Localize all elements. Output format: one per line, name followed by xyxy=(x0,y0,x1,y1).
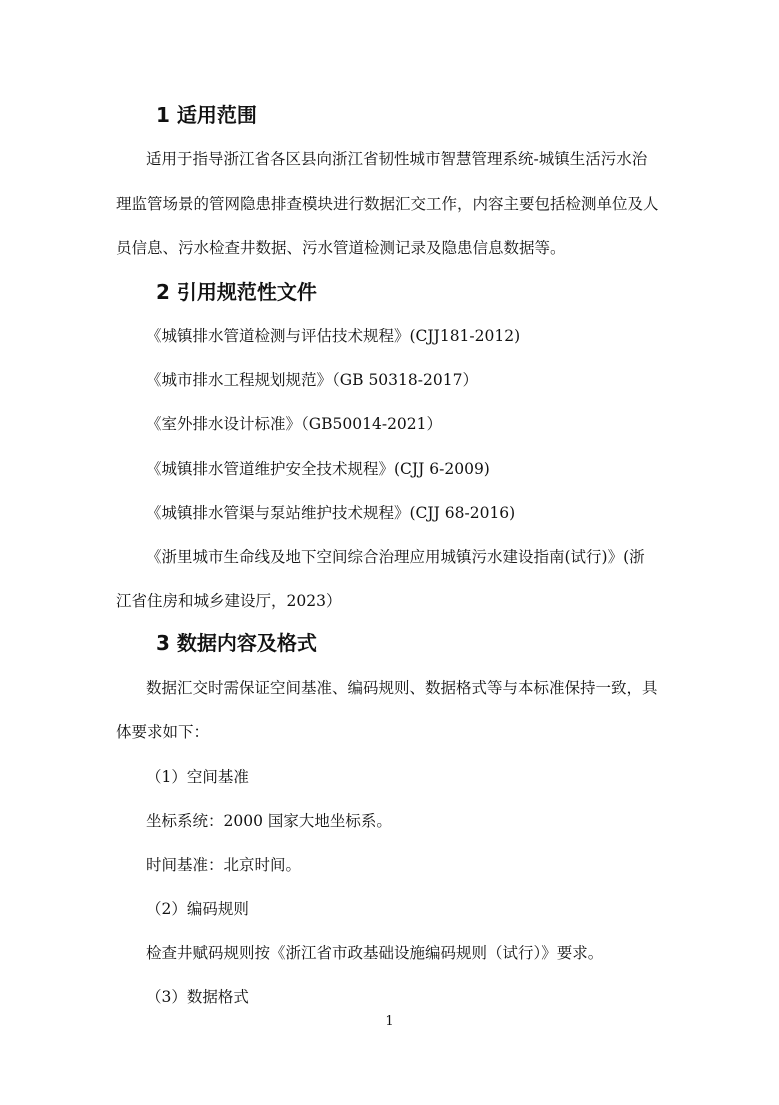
section-1-heading: 1 适用范围 xyxy=(156,103,257,127)
section-3-intro-line: 数据汇交时需保证空间基准、编码规则、数据格式等与本标准保持一致，具 xyxy=(146,679,658,697)
section-3-intro-line: 体要求如下： xyxy=(116,723,210,741)
section-1-para-line: 理监管场景的管网隐患排查模块进行数据汇交工作，内容主要包括检测单位及人 xyxy=(116,195,659,213)
reference-item-continued: 江省住房和城乡建设厅，2023） xyxy=(116,592,342,610)
reference-item: 《城镇排水管道检测与评估技术规程》(CJJ181-2012) xyxy=(146,327,521,345)
page-number: 1 xyxy=(385,1014,394,1029)
section-3-heading: 3 数据内容及格式 xyxy=(156,631,317,655)
coding-rule-text: 检查井赋码规则按《浙江省市政基础设施编码规则（试行）》要求。 xyxy=(146,944,604,962)
subsection-coding-rules: （2）编码规则 xyxy=(146,900,249,918)
reference-item: 《室外排水设计标准》（GB50014-2021） xyxy=(146,415,443,433)
subsection-spatial-reference: （1）空间基准 xyxy=(146,768,249,786)
subsection-data-format: （3）数据格式 xyxy=(146,988,249,1006)
reference-item: 《城镇排水管渠与泵站维护技术规程》(CJJ 68-2016) xyxy=(146,504,516,522)
section-1-para-line: 员信息、污水检查井数据、污水管道检测记录及隐患信息数据等。 xyxy=(116,239,566,257)
reference-item: 《浙里城市生命线及地下空间综合治理应用城镇污水建设指南(试行)》(浙 xyxy=(146,548,645,566)
coordinate-system: 坐标系统：2000 国家大地坐标系。 xyxy=(146,812,392,830)
section-1-para-line: 适用于指导浙江省各区县向浙江省韧性城市智慧管理系统-城镇生活污水治 xyxy=(146,150,648,168)
reference-item: 《城市排水工程规划规范》（GB 50318-2017） xyxy=(146,371,478,389)
reference-item: 《城镇排水管道维护安全技术规程》(CJJ 6-2009) xyxy=(146,460,490,478)
section-2-heading: 2 引用规范性文件 xyxy=(156,280,317,304)
time-reference: 时间基准：北京时间。 xyxy=(146,856,302,874)
